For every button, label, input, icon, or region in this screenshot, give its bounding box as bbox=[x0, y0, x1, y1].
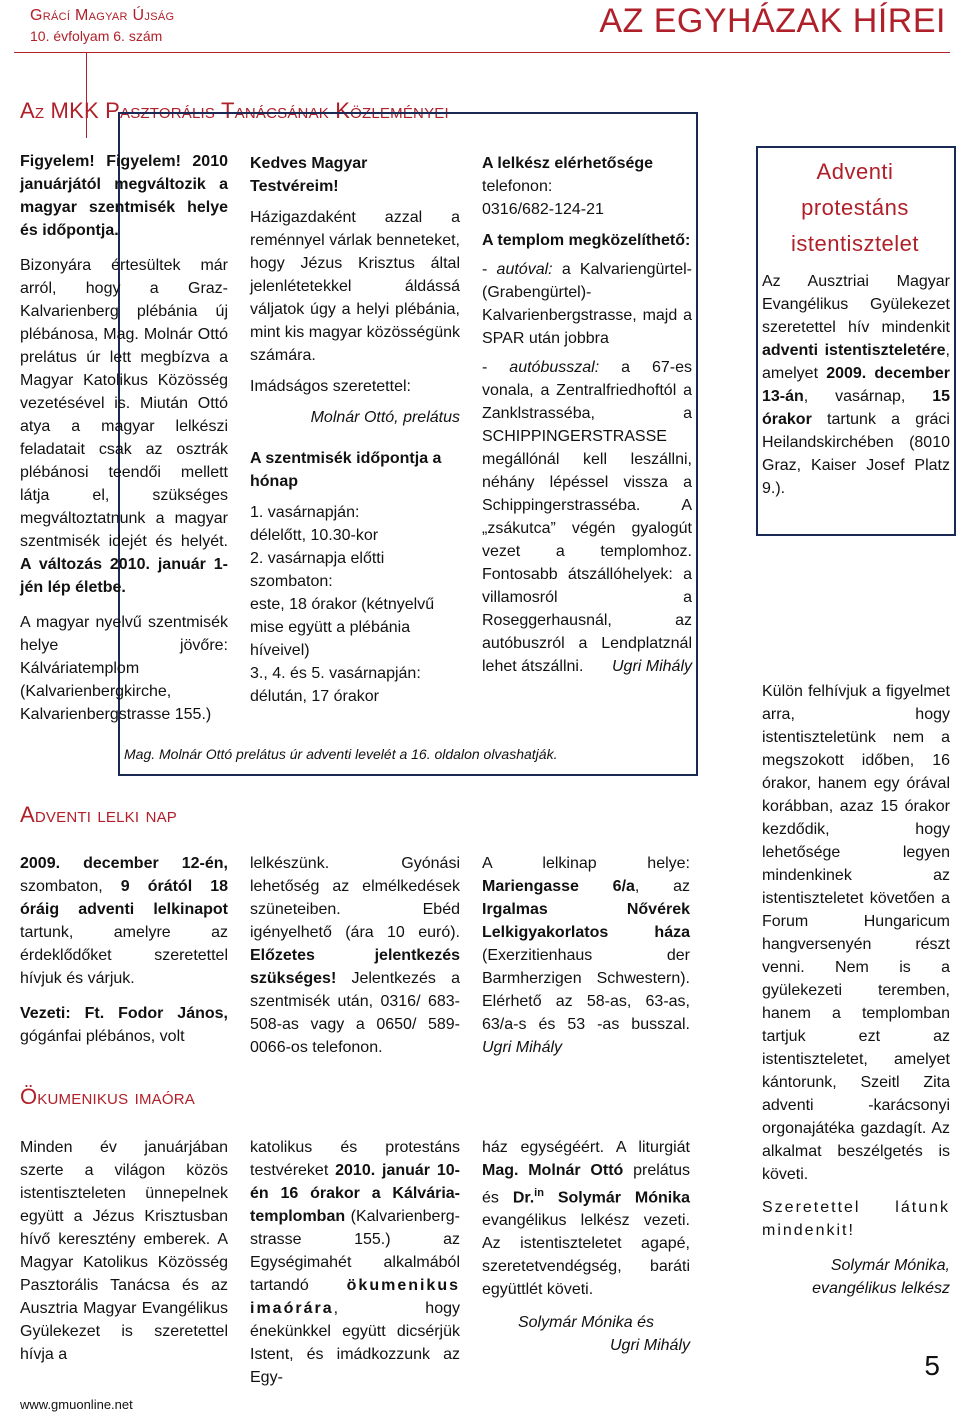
section-heading: AZ EGYHÁZAK HÍREI bbox=[599, 2, 946, 40]
okumenikus-col2: katolikus és protestáns testvéreket 2010. január 10-én 16 órakor a Kálvária-templomban (Kalvarienberg-strasse 155.) az Egységimahét alkalmából tartandó ökumenikus imaórára, hogy énekünkkel együtt dicsérjük Istent, és imádkozzunk az Egy- bbox=[250, 1139, 460, 1386]
pasztoralis-col1 bbox=[20, 150, 228, 726]
mass-times-list bbox=[250, 501, 460, 708]
mass-time-line: 1. vasárnapján: bbox=[250, 504, 360, 521]
protestans-col-bottom: Külön felhívjuk a figyelmet arra, hogy istentiszteletünk nem a megszokott időben, 16 órakor, hanem egy órával korábban, azaz 15 órakor kezdődik, hogy lehetősége legyen mindenkinek az istentiszteletet követően a Forum Hungaricum hangversenyén részt venni. Nem is a gyülekezeti teremben, hanem a templomban tartjuk ezt az istentiszteletet, amelyet kántorunk, Szeitl Zita adventi -karácsonyi orgonajátéka gazdagít. Az alkalmat beszélgetés is követi. Szeretettel látunk mindenkit! Solymár Mónika, evangélikus lelkész bbox=[762, 680, 950, 1300]
protestans-signature-2: evangélikus lelkész bbox=[812, 1280, 950, 1297]
retreat-leader: Ft. Fodor János, bbox=[84, 1005, 228, 1022]
mass-time-line: 2. vasárnapja előtti szombaton: bbox=[250, 550, 385, 590]
protestans-signature-1: Solymár Mónika, bbox=[830, 1257, 950, 1274]
okumenikus-title: Ökumenikus imaóra bbox=[20, 1084, 195, 1109]
page-number: 5 bbox=[924, 1350, 940, 1381]
notice-effective: A változás 2010. január 1-jén lép életbe. bbox=[20, 556, 228, 596]
service-date: 2009. december 13-án bbox=[762, 365, 950, 405]
contact-title: A lelkész elérhetősége bbox=[482, 155, 654, 172]
mass-time-line: 3., 4. és 5. vasárnapján: bbox=[250, 665, 421, 682]
mass-time-line: este, 18 órakor (kétnyelvű mise együtt a plébánia híveivel) bbox=[250, 596, 435, 659]
bus-directions: a 67-es vonala, a Zentralfriedhoftól a Zanklstrasséba, a SCHIPPINGERSTRASSE megállónál kell leszállni, néhány lépéssel vissza a Schippingerstrasséba. A „zsákutca” végén gyalogút vezet a templomhoz. Fontosabb átszállóhelyek: a villamosról a Roseggerhausnál, az autóbuszról a Lendplatznál lehet átszállni. bbox=[482, 359, 692, 675]
issue-number: 10. évfolyam 6. szám bbox=[30, 28, 163, 44]
website-link[interactable]: www.gmuonline.net bbox=[20, 1397, 133, 1412]
protestans-col-top: Az Ausztriai Magyar Evangélikus Gyülekezet szeretettel hív mindenkit adventi istentiszteletére, amelyet 2009. december 13-án, vasárnap, 15 órakor tartunk a gráci Heilandskirchében (8010 Graz, Kaiser Josef Platz 9.). bbox=[762, 273, 950, 497]
service-time: 15 órakor bbox=[762, 388, 950, 428]
okumenikus-col3: ház egységéért. A liturgiát Mag. Molnár Ottó prelátus és Dr.$^{in}$ Solymár Mónika evangélikus lelkész vezeti. Az istentiszteletet agapé, szeretetvendégség, baráti együttlét követi. Solymár Mónika és Ugri Mihály bbox=[482, 1136, 690, 1357]
prayer-signature-2: Ugri Mihály bbox=[609, 1337, 690, 1355]
header-rule bbox=[14, 52, 950, 53]
prayer-signature-1: Solymár Mónika és bbox=[517, 1314, 655, 1332]
protestans-title: Adventi protestáns istentisztelet bbox=[790, 159, 920, 256]
contact-phone-label: telefonon: bbox=[482, 178, 553, 195]
registration-required: Előzetes jelentkezés szükséges! bbox=[250, 947, 460, 987]
retreat-venue: Irgalmas Nővérek Lelkigyakorlatos háza bbox=[482, 901, 690, 941]
bus-label: autóbusszal: bbox=[509, 359, 600, 376]
retreat-address: Mariengasse 6/a bbox=[482, 878, 635, 895]
greeting: Kedves Magyar Testvéreim! bbox=[250, 155, 368, 195]
notice-body: Bizonyára értesültek már arról, hogy a Graz-Kalvarienberg plébánia új plébánosa, Mag. Molnár Ottó prelátus úr lett megbízva a Magyar Katolikus Közösség vezetésével is. Miután Ottó atya a magyar lelkészi feladatait csak az osztrák plébánosi teendői mellett látja el, szükséges megváltoztatnunk a magyar szentmisék idejét és helyét. bbox=[20, 257, 228, 550]
lelki-nap-title: Adventi lelki nap bbox=[20, 802, 178, 827]
priest-signature: Molnár Ottó, prelátus bbox=[310, 409, 460, 426]
lelki-nap-col3: A lelkinap helye: Mariengasse 6/a, az Irgalmas Nővérek Lelkigyakorlatos háza (Exerzitienhaus der Barmherzigen Schwestern). Elérhető az 58-as, 63-as, 63/a-s és 53 -as busszal. Ugri Mihály bbox=[482, 855, 690, 1056]
okumenikus-col1: Minden év januárjában szerte a világon közös istentiszteleten ünnepelnek együtt a Jézus Krisztusban hívő keresztény emberek. A Magyar Katolikus Közösség Pasztorális Tanácsa és az Ausztria Magyar Evangélikus Gyülekezet is szeretettel hívja a bbox=[20, 1139, 228, 1363]
notice-headline: Figyelem! Figyelem! 2010 januárjától megváltozik a magyar szentmisék helye és időpontja. bbox=[20, 153, 228, 239]
masthead bbox=[30, 6, 174, 46]
welcome-text: Házigazdaként azzal a reménnyel várlak benneteket, hogy Jézus Krisztus által jelenlétetekkel áldássá váljatok úgy a helyi plébánia, mint kis magyar közösségünk számára. bbox=[250, 209, 460, 364]
retreat-time: 9 órától 18 óráig adventi lelkinapot bbox=[20, 878, 228, 918]
contact-phone: 0316/682-124-21 bbox=[482, 201, 604, 218]
mass-time-line: délután, 17 órakor bbox=[250, 688, 379, 705]
pasztoralis-title: Az MKK Pasztorális Tanácsának Közleményei bbox=[20, 98, 449, 123]
car-directions: a Kalvariengürtel-(Grabengürtel)-Kalvarienbergstrasse, majd a SPAR után jobbra bbox=[482, 261, 692, 347]
pasztoralis-col3: A lelkész elérhetősége telefonon: 0316/682-124-21 A templom megközelíthető: - autóval: a Kalvariengürtel-(Grabengürtel)-Kalvarienbergstrasse, majd a SPAR után jobbra - autóbusszal: a 67-es vonala, a Zentralfriedhoftól a Zanklstrasséba, a SCHIPPINGERSTRASSE megállónál kell leszállni, néhány lépéssel vissza a Schippingerstrasséba. A „zsákutca” végén gyalogút vezet a templomhoz. Fontosabb átszállóhelyek: a villamosról a Roseggerhausnál, az autóbuszról a Lendplatznál lehet átszállni. Ugri Mihály bbox=[482, 152, 692, 678]
mass-time-line: délelőtt, 10.30-kor bbox=[250, 527, 379, 544]
prayer-date: 2010. január 10-én 16 órakor a Kálvária-templomban bbox=[250, 1162, 460, 1225]
notice-location: A magyar nyelvű szentmisék helye jövőre: Kálváriatemplom (Kalvarienbergkirche, Kalvarienbergstrasse 155.) bbox=[20, 614, 228, 723]
publication-name: Grácí Magyar Újság bbox=[30, 7, 175, 24]
closing-text: Imádságos szeretettel: bbox=[250, 378, 411, 395]
mass-times-title: A szentmisék időpontja a hónap bbox=[250, 450, 442, 490]
car-label: autóval: bbox=[496, 261, 553, 278]
advent-letter-note: Mag. Molnár Ottó prelátus úr adventi levelét a 16. oldalon olvashatják. bbox=[124, 746, 558, 762]
access-title: A templom megközelíthető: bbox=[482, 232, 691, 249]
lelki-nap-col1: 2009. december 12-én, szombaton, 9 órától 18 óráig adventi lelkinapot tartunk, amelyre az érdeklődőket szeretettel hívjuk és várjuk. Vezeti: Ft. Fodor János, gógánfai plébános, volt bbox=[20, 855, 228, 1045]
retreat-date: 2009. december 12-én, bbox=[20, 855, 228, 872]
lelki-nap-col2: lelkészünk. Gyónási lehetőség az elmélkedések szüneteiben. Ebéd igényelhető (ára 10 euró). Előzetes jelentkezés szükséges! Jelentkezés a szentmisék után, 0316/ 683-508-as vagy a 0650/ 589-0066-os telefonon. bbox=[250, 855, 460, 1056]
pasztoralis-col2 bbox=[250, 152, 460, 708]
retreat-signature: Ugri Mihály bbox=[482, 1039, 563, 1056]
header-side-rule bbox=[86, 52, 87, 138]
prayer-event: ökumenikus imaórára bbox=[250, 1277, 460, 1317]
directions-signature: Ugri Mihály bbox=[611, 658, 692, 675]
